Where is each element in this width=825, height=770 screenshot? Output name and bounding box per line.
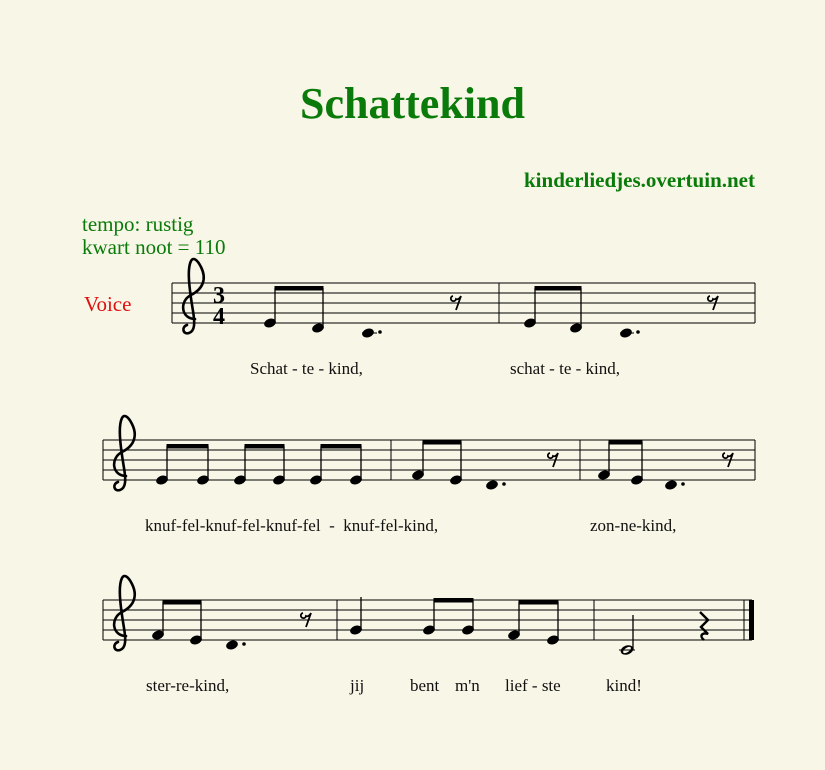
final-barline bbox=[749, 600, 754, 640]
measure-6 bbox=[151, 600, 311, 651]
measure-4 bbox=[411, 440, 558, 491]
tempo-text: tempo: rustig bbox=[82, 212, 194, 236]
lyrics-line-2b: zon-ne-kind, bbox=[590, 516, 677, 535]
quarter-rest-icon bbox=[700, 612, 708, 640]
lyrics-line-1b: schat - te - kind, bbox=[510, 359, 620, 378]
measure-7 bbox=[349, 597, 560, 646]
lyrics-line-3c: bent bbox=[410, 676, 440, 695]
lyrics-line-3b: jij bbox=[350, 676, 365, 695]
lyrics-line-1a: Schat - te - kind, bbox=[250, 359, 363, 378]
staff-system-1 bbox=[172, 259, 755, 378]
instrument-label: Voice bbox=[84, 292, 132, 316]
metronome-text: kwart noot = 110 bbox=[82, 235, 226, 259]
lyrics-line-3e: lief - ste bbox=[505, 676, 561, 695]
time-signature-bottom: 4 bbox=[213, 304, 225, 330]
time-signature-top: 3 bbox=[213, 283, 225, 309]
lyrics-line-3f: kind! bbox=[606, 676, 642, 695]
song-title: Schattekind bbox=[300, 79, 525, 128]
measure-8 bbox=[619, 612, 708, 656]
staff-system-3 bbox=[103, 576, 754, 695]
measure-5 bbox=[597, 440, 733, 491]
treble-clef-icon bbox=[114, 576, 135, 650]
lyrics-line-3a: ster-re-kind, bbox=[146, 676, 230, 695]
lyrics-line-2a: knuf-fel-knuf-fel-knuf-fel - knuf-fel-kind, bbox=[145, 516, 439, 535]
staff-system-2 bbox=[103, 416, 755, 535]
treble-clef-icon bbox=[183, 259, 204, 333]
staff-lines-1 bbox=[172, 283, 755, 323]
lyrics-line-3d: m'n bbox=[455, 676, 480, 695]
treble-clef-icon bbox=[114, 416, 135, 490]
website-link[interactable]: kinderliedjes.overtuin.net bbox=[524, 168, 755, 192]
